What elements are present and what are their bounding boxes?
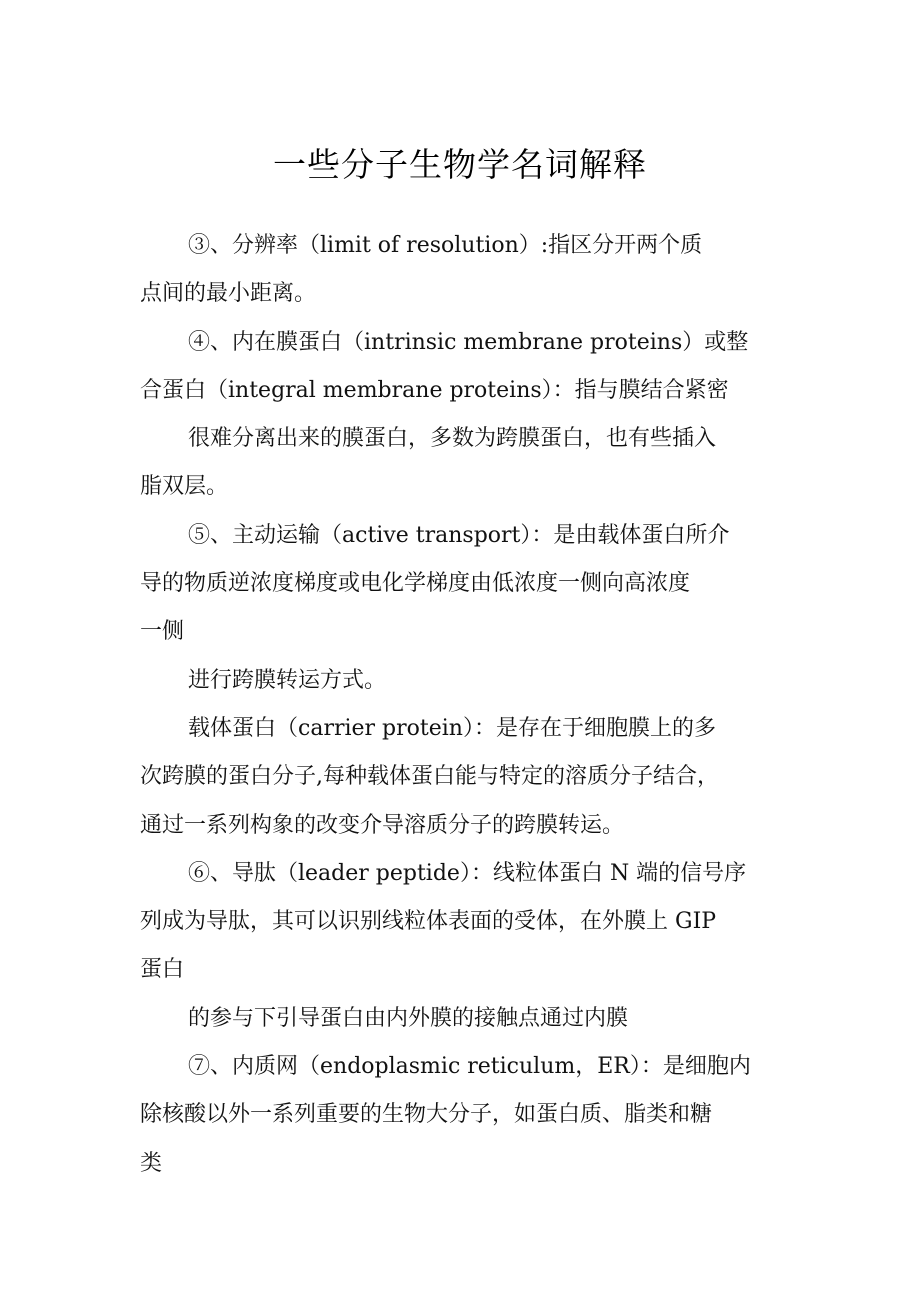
paragraph-6-line-1: ⑥、导肽（leader peptide）：线粒体蛋白 N 端的信号序 [188,860,747,886]
paragraph-6-line-3: 蛋白 [140,957,185,983]
paragraph-7-line-3: 类 [140,1150,163,1176]
paragraph-5-line-1: ⑤、主动运输（active transport）：是由载体蛋白所介 [188,522,730,548]
paragraph-3-line-2: 点间的最小距离。 [140,281,317,307]
paragraph-7-line-2: 除核酸以外一系列重要的生物大分子，如蛋白质、脂类和糖 [140,1102,713,1128]
paragraph-4-line-1: ④、内在膜蛋白（intrinsic membrane proteins）或整 [188,329,749,355]
paragraph-3-line-1: ③、分辨率（limit of resolution）:指区分开两个质 [188,233,703,258]
document-body [140,222,782,1188]
paragraph-6-line-4: 的参与下引导蛋白由内外膜的接触点通过内膜 [188,1005,629,1031]
paragraph-5-line-3: 一侧 [140,619,185,645]
paragraph-6-line-2: 列成为导肽，其可以识别线粒体表面的受体，在外膜上 GIP [140,909,717,935]
paragraph-4-line-4: 脂双层。 [140,474,229,500]
carrier-protein-line-2: 次跨膜的蛋白分子,每种载体蛋白能与特定的溶质分子结合， [140,764,719,790]
carrier-protein-line-1: 载体蛋白（carrier protein）：是存在于细胞膜上的多 [188,715,716,741]
paragraph-5-line-4: 进行跨膜转运方式。 [188,667,387,693]
paragraph-4-line-2: 合蛋白（integral membrane proteins）：指与膜结合紧密 [140,377,729,403]
carrier-protein-line-3: 通过一系列构象的改变介导溶质分子的跨膜转运。 [140,812,625,838]
document-title: 一些分子生物学名词解释 [273,145,647,184]
paragraph-4-line-3: 很难分离出来的膜蛋白，多数为跨膜蛋白，也有些插入 [188,426,717,452]
paragraph-5-line-2: 导的物质逆浓度梯度或电化学梯度由低浓度一侧向高浓度 [140,571,691,597]
paragraph-7-line-1: ⑦、内质网（endoplasmic reticulum，ER）：是细胞内 [188,1054,751,1080]
